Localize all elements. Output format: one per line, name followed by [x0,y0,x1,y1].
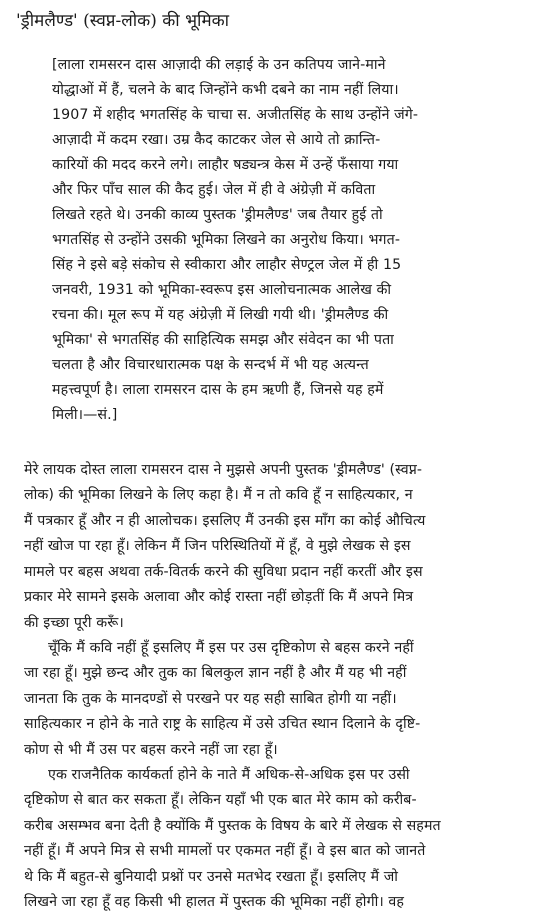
body-line: मामले पर बहस अथवा तर्क-वितर्क करने की सुविधा प्रदान नहीं करतीं और इस [24,563,423,580]
body-line: की इच्छा पूरी करूँ। [24,614,124,631]
editor-note-line: भगतसिंह से उन्होंने उसकी भूमिका लिखने का अनुरोध किया। भगत- [52,232,401,248]
editor-note-line: महत्त्वपूर्ण है। लाला रामसरन दास के हम ऋणी हैं, जिनसे यह हमें [52,382,384,398]
body-line: दृष्टिकोण से बात कर सकता हूँ। लेकिन यहाँ भी एक बात मेरे काम को करीब- [24,792,417,809]
body-line: मैं पत्रकार हूँ और न ही आलोचक। इसलिए मैं उनकी इस माँग का कोई औचित्य [24,512,426,529]
body-line: थे कि मैं बहुत-से बुनियादी प्रश्नों पर उनसे मतभेद रखता हूँ। इसलिए मैं जो [24,868,399,885]
editor-note-line: जनवरी, 1931 को भूमिका-स्वरूप इस आलोचनात्मक आलेख की [52,282,392,298]
editor-note-line: चलता है और विचारधारात्मक पक्ष के सन्दर्भ में भी यह अत्यन्त [52,357,369,373]
body-line: प्रकार मेरे सामने इसके अलावा और कोई रास्ता नहीं छोड़तीं कि मैं अपने मित्र [24,589,414,606]
body-line: एक राजनैतिक कार्यकर्ता होने के नाते मैं अधिक-से-अधिक इस पर उसी [48,766,410,783]
editor-note-line: कारियों की मदद करने लगे। लाहौर षड्यन्त्र केस में उन्हें फँसाया गया [52,157,399,173]
body-line: नहीं हूँ। मैं अपने मित्र से सभी मामलों पर एकमत नहीं हूँ। वे इस बात को जानते [24,843,426,860]
body-line: जा रहा हूँ। मुझे छन्द और तुक का बिलकुल ज्ञान नहीं है और मैं यह भी नहीं [24,665,407,682]
editor-note-line: लिखते रहते थे। उनकी काव्य पुस्तक 'ड्रीमलैण्ड' जब तैयार हुई तो [52,207,383,223]
editor-note-line: और फिर पाँच साल की कैद हुई। जेल में ही वे अंग्रेज़ी में कविता [52,182,376,198]
editor-note-line: आज़ादी में कदम रखा। उम्र कैद काटकर जेल से आये तो क्रान्ति- [52,132,381,148]
body-line: लिखने जा रहा हूँ वह किसी भी हालत में पुस्तक की भूमिका नहीं होगी। वह [24,894,405,910]
editor-note-line: भूमिका' से भगतसिंह की साहित्यिक समझ और संवेदन का भी पता [52,332,394,348]
editor-note-line: सिंह ने इसे बड़े संकोच से स्वीकारा और लाहौर सेण्ट्रल जेल में ही 15 [52,257,402,273]
body-line: मेरे लायक दोस्त लाला रामसरन दास ने मुझसे अपनी पुस्तक 'ड्रीमलैण्ड' (स्वप्न- [24,462,423,478]
body-line: लोक) की भूमिका लिखने के लिए कहा है। मैं न तो कवि हूँ न साहित्यकार, न [24,487,413,504]
body-line: करीब असम्भव बना देती है क्योंकि मैं पुस्तक के विषय के बारे में लेखक से सहमत [24,817,441,834]
chapter-title: 'ड्रीमलैण्ड' (स्वप्न-लोक) की भूमिका [16,11,230,31]
body-line: नहीं खोज पा रहा हूँ। लेकिन मैं जिन परिस्थितियों में हूँ, वे मुझे लेखक से इस [24,538,411,555]
editor-note-line: [लाला रामसरन दास आज़ादी की लड़ाई के उन कतिपय जाने-माने [52,57,386,73]
body-line: चूँकि मैं कवि नहीं हूँ इसलिए मैं इस पर उस दृष्टिकोण से बहस करने नहीं [48,639,414,656]
editor-note-line: रचना की। मूल रूप में यह अंग्रेज़ी में लिखी गयी थी। 'ड्रीमलैण्ड की [52,307,389,323]
body-line: कोण से भी मैं उस पर बहस करने नहीं जा रहा हूँ। [24,741,278,758]
body-line: जानता कि तुक के मानदण्डों से परखने पर यह सही साबित होगी या नहीं। [24,690,397,707]
editor-note-line: मिली।—सं.] [52,407,118,423]
editor-note-line: योद्धाओं में हैं, चलने के बाद जिन्होंने कभी दबने का नाम नहीं लिया। [52,82,399,98]
body-line: साहित्यकार न होने के नाते राष्ट्र के साहित्य में उसे उचित स्थान दिलाने के दृष्टि- [24,716,421,733]
editor-note-line: 1907 में शहीद भगतसिंह के चाचा स. अजीतसिंह के साथ उन्होंने जंगे- [52,107,419,123]
